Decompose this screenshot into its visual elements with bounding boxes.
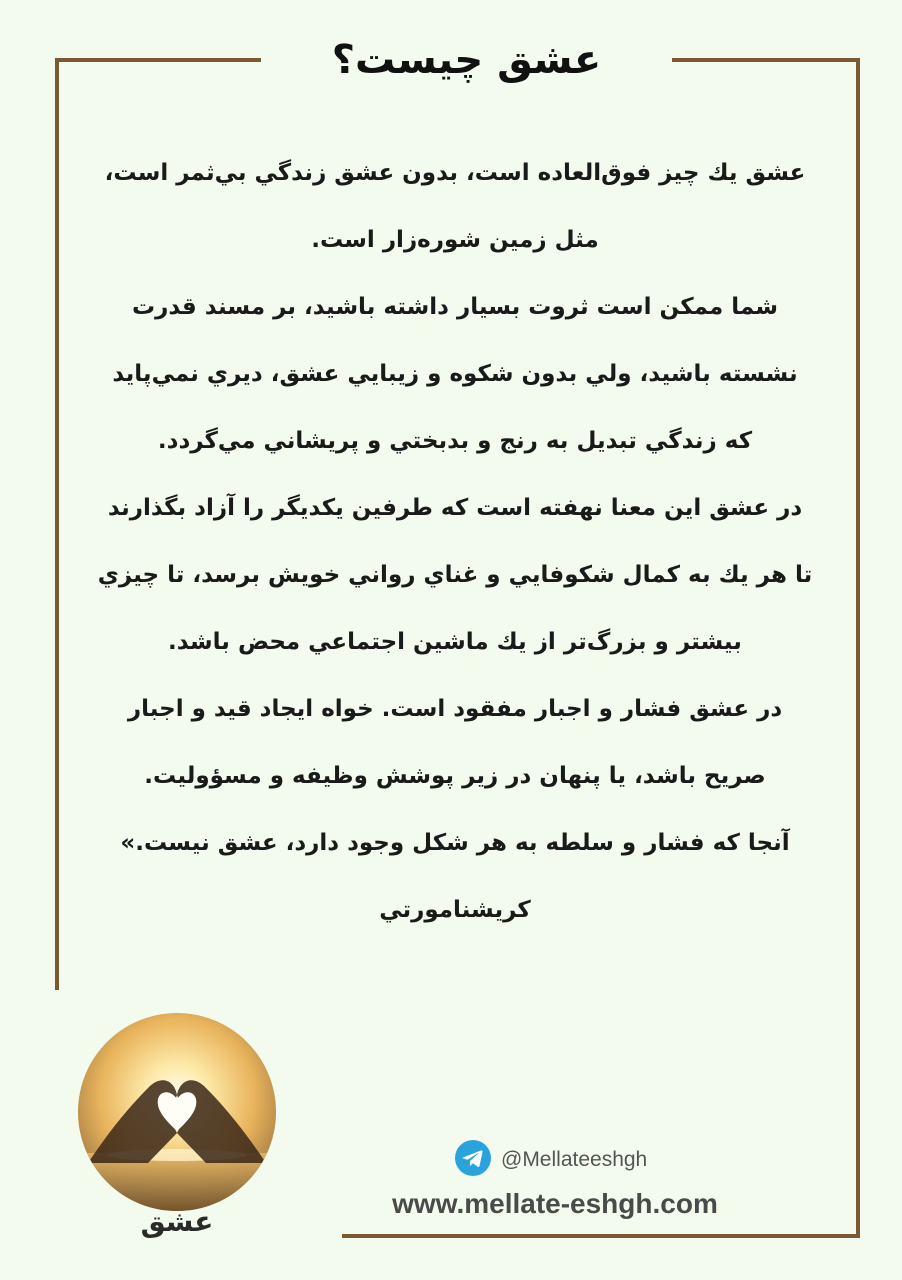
quote-line: تا هر يك به كمال شكوفايي و غناي رواني خويش برسد، تا چيزي xyxy=(97,562,813,588)
quote-line: در عشق فشار و اجبار مفقود است. خواه ايجاد قيد و اجبار xyxy=(127,696,783,722)
quote-line: مثل زمين شوره‌زار است. xyxy=(311,227,599,253)
heart-hands-icon xyxy=(78,1013,276,1211)
frame-top-right-line xyxy=(672,58,860,62)
telegram-icon[interactable] xyxy=(455,1140,491,1180)
quote-line: بيشتر و بزرگ‌تر از يك ماشين اجتماعي محض باشد. xyxy=(168,629,742,655)
frame-right-line xyxy=(856,58,860,1238)
quote-author: كريشنامورتي xyxy=(379,897,531,923)
quote-line: كه زندگي تبديل به رنج و بدبختي و پريشاني مي‌گردد. xyxy=(157,428,753,454)
quote-line: عشق يك چيز فوق‌العاده است، بدون عشق زندگي بي‌ثمر است، xyxy=(104,160,806,186)
telegram-handle-row[interactable] xyxy=(455,1140,647,1180)
page-title: عشق چیست؟ xyxy=(331,37,602,83)
quote-line: صريح باشد، يا پنهان در زير پوشش وظيفه و مسؤوليت. xyxy=(144,763,766,789)
quote-line: آنجا كه فشار و سلطه به هر شكل وجود دارد، عشق نيست.» xyxy=(120,830,790,856)
logo-label: عشق xyxy=(140,1205,214,1238)
website-link[interactable]: www.mellate-eshgh.com xyxy=(392,1188,718,1219)
quote-line: در عشق اين معنا نهفته است كه طرفين يكديگر را آزاد بگذارند xyxy=(107,495,803,521)
quote-line: شما ممكن است ثروت بسيار داشته باشيد، بر مسند قدرت xyxy=(132,294,778,320)
quote-line: نشسته باشيد، ولي بدون شكوه و زيبايي عشق، ديري نمي‌پايد xyxy=(112,361,798,387)
frame-top-left-line xyxy=(55,58,261,62)
frame-left-line xyxy=(55,58,59,990)
telegram-handle[interactable]: @Mellateeshgh xyxy=(501,1148,648,1171)
quote-body xyxy=(85,150,825,954)
frame-bottom-line xyxy=(342,1234,860,1238)
